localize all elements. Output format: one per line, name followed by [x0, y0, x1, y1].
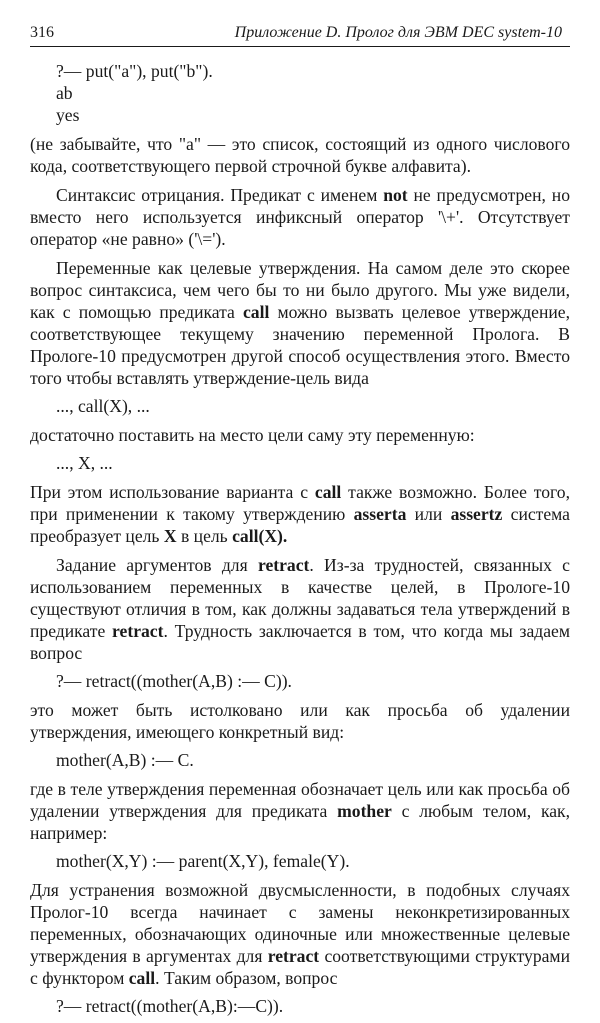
code-mother-example: mother(X,Y) :— parent(X,Y), female(Y). — [56, 851, 350, 871]
paragraph-ambiguity: Для устранения возможной двусмысленности, в подобных случаях Пролог-10 всегда начинает с замены неконкретизированных переменных, обозначающих одиночные или множественные целевые утверждения в аргументах для retract соответствующими структурами с функтором call. Таким образом, вопрос — [30, 880, 570, 988]
paragraph-interpretation: это может быть истолковано или как просьба об удалении утверждения, имеющего конкретный вид: — [30, 700, 570, 742]
code-retract-query-final: ?— retract((mother(A,B):—C)). — [56, 996, 284, 1016]
code-line: yes — [56, 105, 80, 125]
code-put-example — [30, 60, 570, 126]
code-retract-query: ?— retract((mother(A,B) :— C)). — [56, 671, 292, 691]
paragraph-retract-arguments: Задание аргументов для retract. Из-за трудностей, связанных с использованием переменных в качестве целей, в Прологе-10 существуют отличия в том, как должны задаваться тела утверждений в предикате retract. Трудность заключается в том, что когда мы задаем вопрос — [30, 555, 571, 663]
code-x: ..., X, ... — [56, 453, 113, 473]
code-line: ab — [56, 83, 73, 103]
code-line: ?— put("a"), put("b"). — [56, 61, 213, 81]
paragraph-note: (не забывайте, что "a" — это список, состоящий из одного числового кода, соответствующего первой строчной букве алфавита). — [30, 134, 570, 176]
paragraph-negation: Синтаксис отрицания. Предикат с именем not не предусмотрен, но вместо него используется инфиксный оператор '\+'. Отсутствует оператор «не равно» ('\='). — [30, 185, 570, 249]
page-body — [30, 60, 570, 1023]
paragraph-call-variant: При этом использование варианта с call также возможно. Более того, при применении к такому утверждению asserta или assertz система преобразует цель X в цель call(X). — [30, 482, 571, 546]
paragraph-variables-as-goals: Переменные как целевые утверждения. На самом деле это скорее вопрос синтаксиса, чем чего бы то ни было другого. Мы уже видели, как с помощью предиката call можно вызвать целевое утверждение, соответствующее текущему значению переменной Пролога. В Прологе-10 предусмотрен другой способ осуществления этого. Вместо того чтобы вставлять утверждение-цель вида — [30, 258, 570, 388]
running-header — [30, 22, 570, 47]
code-mother-clause: mother(A,B) :— C. — [56, 750, 194, 770]
code-call-x: ..., call(X), ... — [56, 396, 150, 416]
paragraph-body-variable: где в теле утверждения переменная обозначает цель или как просьба об удалении утверждения для предиката mother с любым телом, как, например: — [30, 779, 571, 843]
page-number: 316 — [30, 24, 54, 41]
running-title: Приложение D. Пролог для ЭВМ DEC system-10 — [234, 24, 562, 41]
paragraph-variable-in-place: достаточно поставить на место цели саму эту переменную: — [30, 425, 475, 445]
